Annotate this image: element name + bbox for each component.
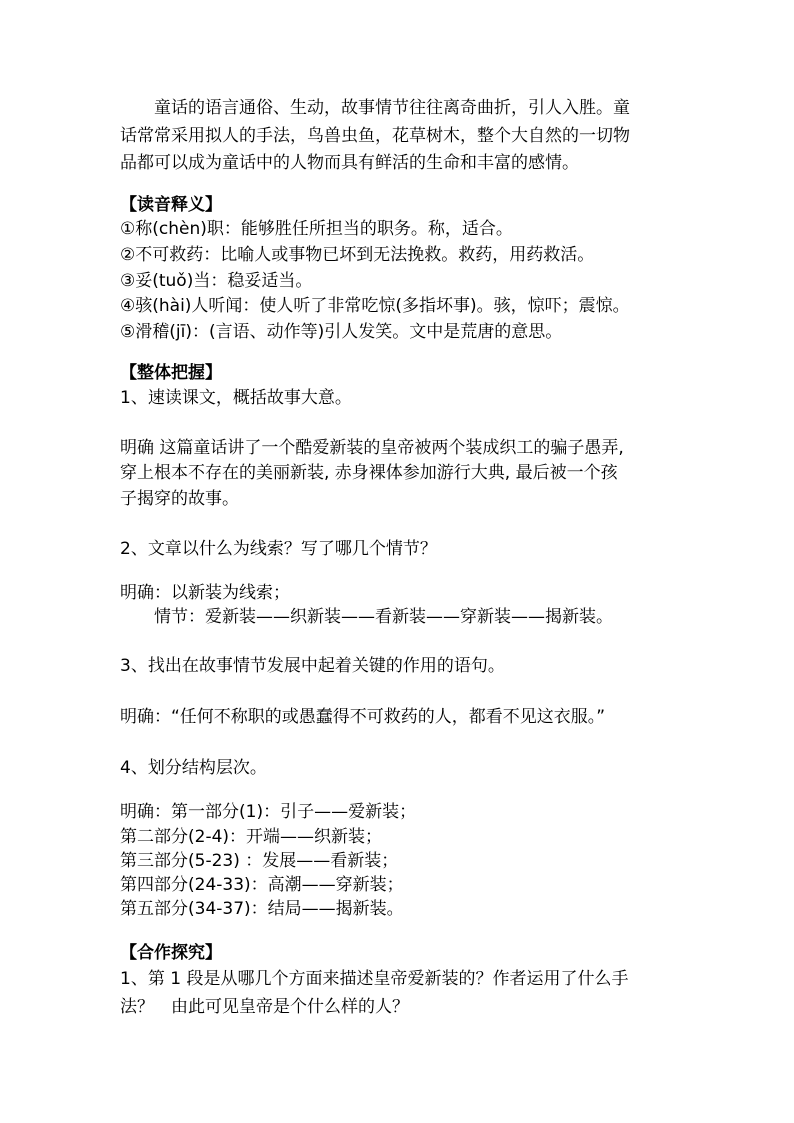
answer-4-line: 第四部分(24-33)：高潮——穿新装； bbox=[120, 875, 404, 895]
reading-item: ④骇(hài)人听闻：使人听了非常吃惊(多指坏事)。骇，惊吓；震惊。 bbox=[120, 296, 630, 316]
intro-line: 童话的语言通俗、生动，故事情节往往离奇曲折，引人入胜。童 bbox=[120, 98, 630, 118]
intro-line: 品都可以成为童话中的人物而具有鲜活的生命和丰富的感情。 bbox=[120, 153, 579, 173]
answer-4-line: 第五部分(34-37)：结局——揭新装。 bbox=[120, 899, 404, 919]
coop-question-line: 法？ 由此可见皇帝是个什么样的人？ bbox=[120, 997, 409, 1017]
answer-4-line: 第三部分(5-23) ：发展——看新装； bbox=[120, 851, 399, 871]
intro-line: 话常常采用拟人的手法，鸟兽虫鱼，花草树木，整个大自然的一切物 bbox=[120, 126, 630, 146]
question-4: 4、划分结构层次。 bbox=[120, 758, 267, 778]
answer-1-line: 明确 这篇童话讲了一个酷爱新装的皇帝被两个装成织工的骗子愚弄, bbox=[120, 438, 624, 458]
answer-3: 明确：“任何不称职的或愚蠢得不可救药的人，都看不见这衣服。” bbox=[120, 707, 606, 727]
answer-1-line: 穿上根本不存在的美丽新装, 赤身裸体参加游行大典, 最后被一个孩 bbox=[120, 463, 618, 483]
answer-4-line: 明确：第一部分(1)：引子——爱新装； bbox=[120, 802, 417, 822]
answer-2-line: 情节：爱新装——织新装——看新装——穿新装——揭新装。 bbox=[120, 607, 613, 627]
coop-question-line: 1、第 1 段是从哪几个方面来描述皇帝爱新装的？作者运用了什么手 bbox=[120, 969, 629, 989]
reading-item: ③妥(tuǒ)当：稳妥适当。 bbox=[120, 271, 313, 291]
reading-heading: 【读音释义】 bbox=[120, 195, 222, 215]
overall-heading: 【整体把握】 bbox=[120, 363, 222, 383]
answer-2-line: 明确：以新装为线索； bbox=[120, 583, 290, 603]
question-3: 3、找出在故事情节发展中起着关键的作用的语句。 bbox=[120, 656, 505, 676]
reading-item: ①称(chèn)职：能够胜任所担当的职务。称，适合。 bbox=[120, 219, 513, 239]
reading-item: ⑤滑稽(jī)：(言语、动作等)引人发笑。文中是荒唐的意思。 bbox=[120, 322, 563, 342]
question-1: 1、速读课文，概括故事大意。 bbox=[120, 388, 352, 408]
coop-heading: 【合作探究】 bbox=[120, 943, 222, 963]
question-2: 2、文章以什么为线索？写了哪几个情节？ bbox=[120, 539, 437, 559]
reading-item: ②不可救药：比喻人或事物已坏到无法挽救。救药，用药救活。 bbox=[120, 245, 595, 265]
answer-4-line: 第二部分(2-4)：开端——织新装； bbox=[120, 827, 383, 847]
answer-1-line: 子揭穿的故事。 bbox=[120, 489, 239, 509]
